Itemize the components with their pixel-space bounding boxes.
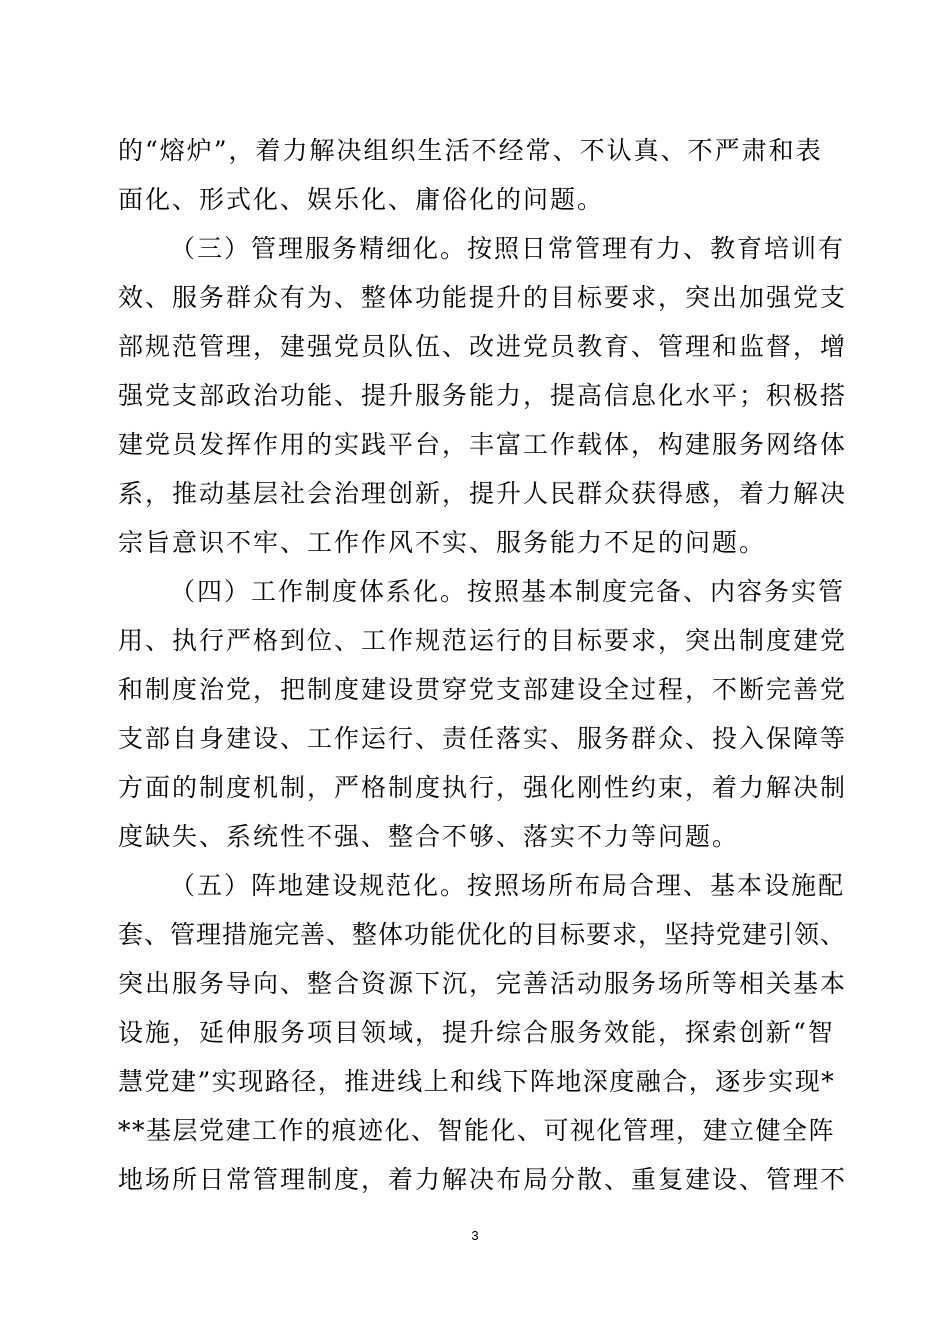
text-line: 突出服务导向、整合资源下沉，完善活动服务场所等相关基本 — [118, 969, 848, 998]
text-line: 部规范管理，建强党员队伍、改进党员教育、管理和监督，增 — [118, 332, 848, 361]
text-line: **基层党建工作的痕迹化、智能化、可视化管理，建立健全阵 — [118, 1116, 836, 1145]
text-line: 用、执行严格到位、工作规范运行的目标要求，突出制度建党 — [118, 626, 848, 655]
text-line: 效、服务群众有为、整体功能提升的目标要求，突出加强党支 — [118, 283, 848, 312]
paragraph-first-line: （三）管理服务精细化。按照日常管理有力、教育培训有 — [170, 234, 846, 263]
text-line: 套、管理措施完善、整体功能优化的目标要求，坚持党建引领、 — [118, 920, 847, 949]
page-number: 3 — [471, 1228, 479, 1243]
text-line: 慧党建”实现路径，推进线上和线下阵地深度融合，逐步实现* — [118, 1067, 836, 1096]
paragraph-first-line: （四）工作制度体系化。按照基本制度完备、内容务实管 — [170, 577, 846, 606]
text-line: 面化、形式化、娱乐化、庸俗化的问题。 — [118, 185, 605, 214]
text-line: 地场所日常管理制度，着力解决布局分散、重复建设、管理不 — [118, 1165, 848, 1194]
text-line: 度缺失、系统性不强、整合不够、落实不力等问题。 — [118, 822, 740, 851]
text-line: 系，推动基层社会治理创新，提升人民群众获得感，着力解决 — [118, 479, 848, 508]
text-line: 宗旨意识不牢、工作作风不实、服务能力不足的问题。 — [118, 528, 767, 557]
text-line: 设施，延伸服务项目领域，提升综合服务效能，探索创新“智 — [118, 1018, 835, 1047]
text-line: 和制度治党，把制度建设贯穿党支部建设全过程，不断完善党 — [118, 675, 848, 704]
text-line: 方面的制度机制，严格制度执行，强化刚性约束，着力解决制 — [118, 773, 848, 802]
text-line: 支部自身建设、工作运行、责任落实、服务群众、投入保障等 — [118, 724, 848, 753]
paragraph-first-line: （五）阵地建设规范化。按照场所布局合理、基本设施配 — [170, 871, 846, 900]
body-text — [118, 126, 848, 1204]
text-line: 建党员发挥作用的实践平台，丰富工作载体，构建服务网络体 — [118, 430, 848, 459]
text-line: 强党支部政治功能、提升服务能力，提高信息化水平；积极搭 — [118, 381, 848, 410]
text-line: 的“熔炉”，着力解决组织生活不经常、不认真、不严肃和表 — [118, 136, 823, 165]
